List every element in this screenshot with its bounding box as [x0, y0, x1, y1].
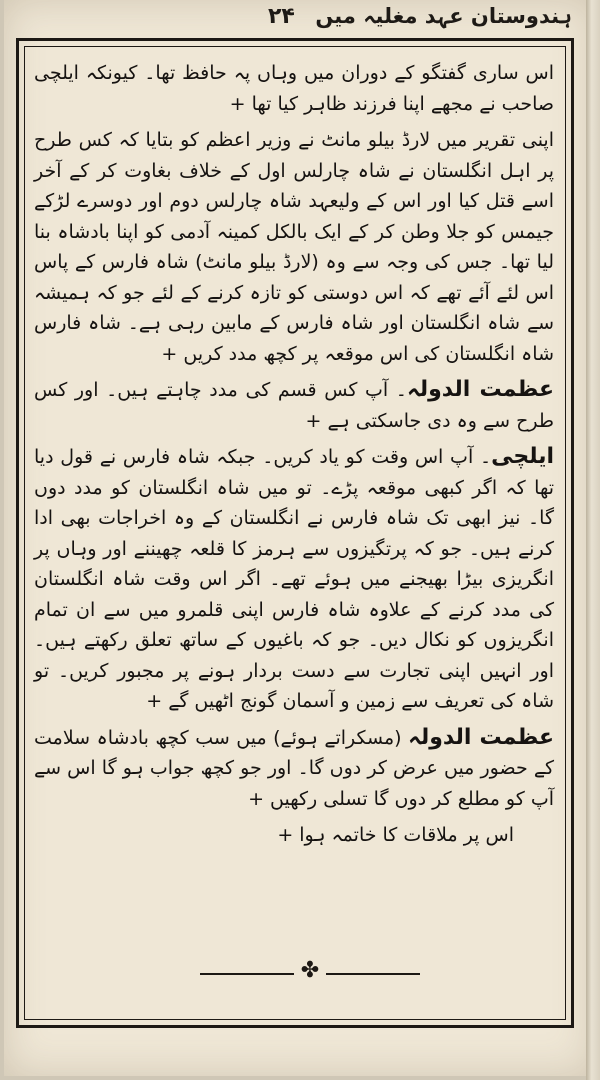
- closing-line: اس پر ملاقات کا خاتمہ ہوا +: [277, 824, 514, 846]
- dialogue-azmat-2: [34, 723, 554, 815]
- page-body: [34, 58, 554, 958]
- running-head: ہندوستان عہد مغلیہ میں: [315, 4, 572, 28]
- speaker-name: عظمت الدولہ: [408, 724, 554, 750]
- page-header: [20, 4, 580, 38]
- dialogue-elchi: [34, 442, 554, 717]
- dialogue-text: ۔ آپ اس وقت کو یاد کریں۔ جبکہ شاہ فارس نے قول دیا تھا کہ اگر کبھی موقعہ پڑے۔ تو میں شاہ انگلستان کو مدد دوں گا۔ نیز ابھی تک شاہ فارس نے انگلستان کے وہ اخراجات بھی ادا کرنے ہیں۔ جو کہ پرتگیزوں سے ہرمز کا قلعہ چھیننے اور وہاں پر انگریزی بیڑا بھیجنے میں ہوئے تھے۔ اگر اس وقت شاہ انگلستان کی مدد کرنے کے علاوہ شاہ فارس اپنی قلمرو میں سے ان تمام انگریزوں کو نکال دیں۔ جو کہ باغیوں کے ساتھ تعلق رکھتے ہیں۔ اور انہیں اپنی تجارت سے دست بردار ہونے پر مجبور کریں۔ تو شاہ کی تعریف سے زمین و آسمان گونج اٹھیں گے +: [34, 446, 554, 712]
- dialogue-text: ۔ آپ کس قسم کی مدد چاہتے ہیں۔ اور کس طرح سے وہ دی جاسکتی ہے +: [34, 379, 554, 432]
- ornament-icon: ✤: [300, 958, 320, 983]
- divider-line-right: [326, 973, 420, 975]
- section-divider: [200, 958, 420, 986]
- page-number: ۲۴: [268, 4, 295, 29]
- page-edge: [586, 0, 600, 1080]
- speaker-name: ایلچی: [491, 444, 554, 469]
- dialogue-azmat-1: [34, 375, 554, 436]
- paragraph-text: اس ساری گفتگو کے دوران میں وہاں پہ حافظ تھا۔ کیونکہ ایلچی صاحب نے مجھے اپنا فرزند ظاہر کیا تھا +: [34, 62, 554, 115]
- dialogue-text: (مسکراتے ہوئے) میں سب کچھ بادشاہ سلامت کے حضور میں عرض کر دوں گا۔ اور جو کچھ جواب ہو گا اس سے آپ کو مطلع کر دوں گا تسلی رکھیں +: [34, 726, 554, 810]
- divider-line-left: [200, 973, 294, 975]
- paragraph-1: [34, 58, 554, 119]
- speaker-name: عظمت الدولہ: [406, 377, 554, 402]
- paragraph-2: [34, 125, 554, 369]
- paragraph-text: اپنی تقریر میں لارڈ بیلو مانٹ نے وزیر اعظم کو بتایا کہ کس طرح پر اہل انگلستان نے شاہ چارلس اول کے خلاف بغاوت کر کے آخر اسے قتل کیا اور اس کے ولیعہد شاہ چارلس دوم اور دوسرے لڑکے جیمس کو جلا وطن کر کے ایک بالکل کمینہ آدمی کو اپنا بادشاہ بنا لیا تھا۔ جس کی وجہ سے وہ (لارڈ بیلو مانٹ) شاہ فارس کے پاس اس لئے آئے تھے کہ اس دوستی کو تازہ کرنے کے لئے جو کہ ہمیشہ سے شاہ انگلستان اور شاہ فارس کے مابین رہی ہے۔ شاہ فارس شاہ انگلستان کی اس موقعہ پر کچھ مدد کریں +: [34, 129, 554, 365]
